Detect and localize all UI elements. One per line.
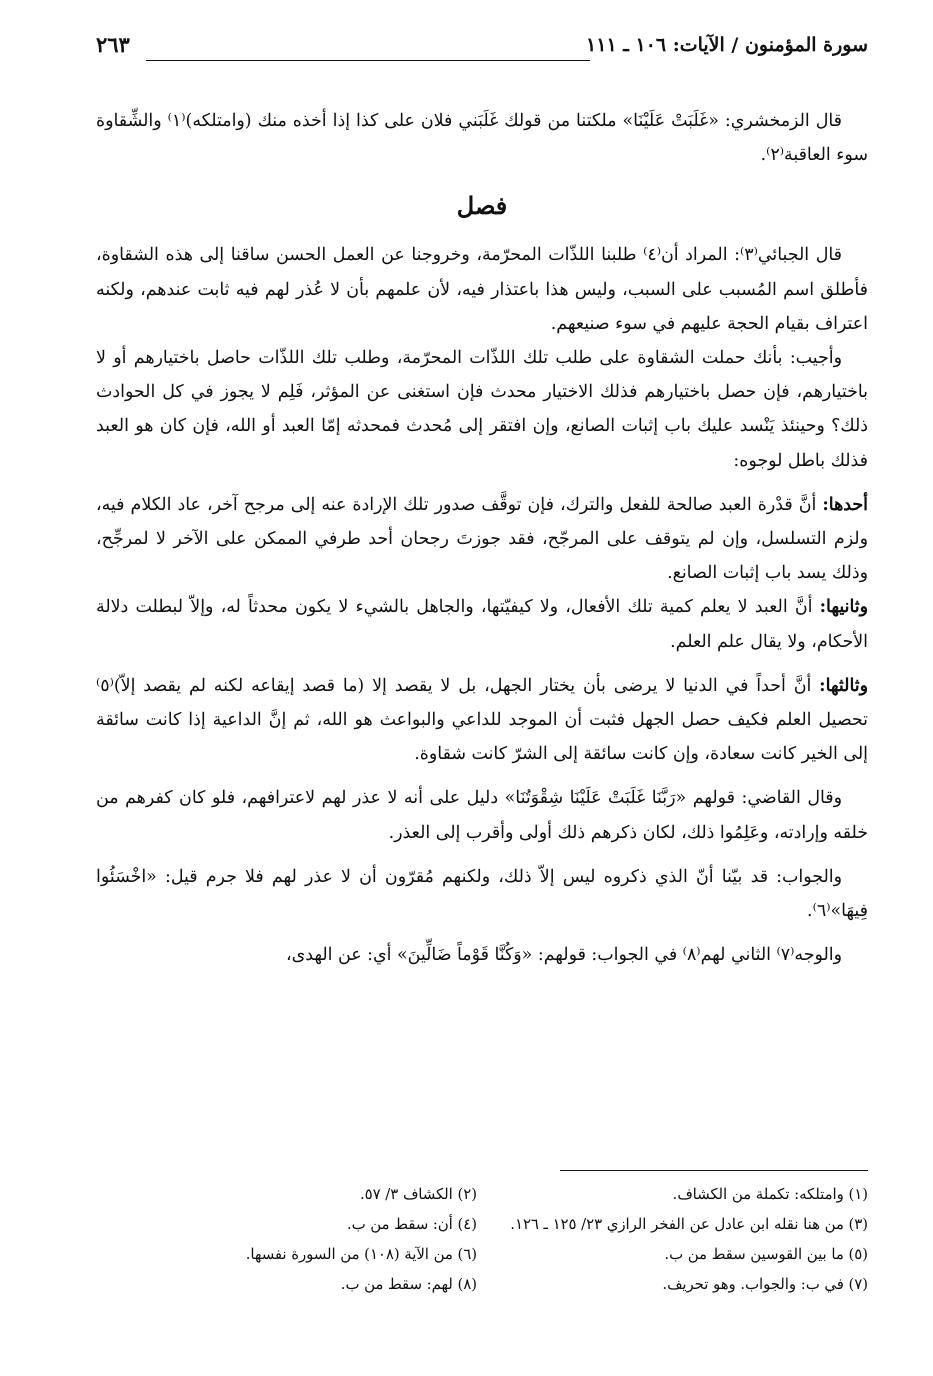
footnote-1: (١) وامتلكه: تكملة من الكشاف. <box>672 1186 868 1203</box>
paragraph-second-aspect: والوجه⁽٧⁾ الثاني لهم⁽٨⁾ في الجواب: قولهم: «وَكُنَّا قَوْماً ضَالِّينَ» أي: عن الهدى، <box>285 945 842 966</box>
paragraph-answer: وأجيب: بأنك حملت الشقاوة على طلب تلك اللذّات المحرّمة، وطلب تلك اللذّات حاصل باختيارهم أو لا باختيارهم، فإن حصل باختيارهم فذلك الاختيار محدث فإن استغنى عن المؤثر، فَلِم لا يجوز في كل الحوادث ذلك؟ وحينئذ يَنْسد عليك باب إثبات الصانع، وإن افتقر إلى مُحدث فمحدثه إمّا العبد أو الله، فإن كان هو العبد فذلك باطل لوجوه: <box>96 348 868 471</box>
third-reason-text: أنَّ أحداً في الدنيا لا يرضى بأن يختار الجهل، بل لا يقصد إلا (ما قصد إيقاعه لكنه لم يقصد إلاّ)⁽٥⁾ تحصيل العلم فكيف حصل الجهل فثبت أن الموجد للداعي والبواعث هو الله، ثم إنَّ الداعية إذا كانت سائقة إلى الخير كانت سعادة، وإن كانت سائقة إلى الشرّ كانت شقاوة. <box>96 675 868 765</box>
paragraph-qadi: وقال القاضي: قولهم «رَبَّنَا غَلَبَتْ عَلَيْنَا شِقْوَتُنَا» دليل على أنه لا عذر لهم لاعترافهم، فلو كان كفرهم من خلقه وإرادته، وعَلِمُوا ذلك، لكان ذكرهم ذلك أولى وأقرب إلى العذر. <box>96 788 868 843</box>
footnote-6: (٦) من الآية (١٠٨) من السورة نفسها. <box>245 1246 477 1263</box>
second-reason-text: أنَّ العبد لا يعلم كمية تلك الأفعال، ولا كيفيّتها، والجاهل بالشيء لا يكون محدثاً له، وإلاّ لبطلت دلالة الأحكام، ولا يقال علم العلم. <box>96 597 868 652</box>
footnote-2: (٢) الكشاف ٣/ ٥٧. <box>359 1186 477 1203</box>
header-rule <box>146 60 590 61</box>
footnote-rule <box>560 1170 868 1171</box>
second-reason-label: وثانيها: <box>819 597 868 618</box>
paragraph-second-reason <box>96 590 868 658</box>
first-reason-text: أنَّ قدْرة العبد صالحة للفعل والترك، فإن توقَّف صدور تلك الإرادة عنه إلى مرجح آخر، عاد الكلام فيه، ولزم التسلسل، وإن لم يتوقف على المرجّح، فقد جوزتَ رجحان أحد طرفي الممكن على الآخر لا لمرجِّح، وذلك يسد باب إثبات الصانع. <box>96 494 868 584</box>
footnote-row <box>96 1240 868 1270</box>
third-reason-label: وثالثها: <box>819 675 868 696</box>
footnotes <box>96 1180 868 1300</box>
header-title: سورة المؤمنون / الآيات: ١٠٦ ـ ١١١ <box>586 34 868 56</box>
first-reason-label: أحدها: <box>822 494 868 515</box>
footnote-row <box>96 1270 868 1300</box>
paragraph-zamakhshari: قال الزمخشري: «غَلَبَتْ عَلَيْنَا» ملكتنا من قولك غَلَبَني فلان على كذا إذا أخذه منك (وامتلكه)⁽١⁾ والشِّقاوة سوء العاقبة⁽٢⁾. <box>96 111 868 166</box>
paragraph-jubbai: قال الجبائي⁽٣⁾: المراد أن⁽٤⁾ طلبنا اللذّات المحرّمة، وخروجنا عن العمل الحسن ساقنا إلى هذه الشقاوة، فأطلق اسم المُسبب على السبب، وليس هذا باعتذار فيه، لأن علمهم بأن لا عُذر لهم فيه ثابت عندهم، ولكنه اعتراف بقيام الحجة عليهم في سوء صنيعهم. <box>96 245 868 334</box>
page-number: ٢٦٣ <box>96 32 130 57</box>
footnote-4: (٤) أن: سقط من ب. <box>346 1216 477 1233</box>
paragraph-third-reason <box>96 669 868 772</box>
running-header <box>96 30 868 70</box>
footnote-row <box>96 1210 868 1240</box>
footnote-8: (٨) لهم: سقط من ب. <box>340 1276 477 1293</box>
footnote-3: (٣) من هنا نقله ابن عادل عن الفخر الرازي ٢٣/ ١٢٥ ـ ١٢٦. <box>510 1216 868 1233</box>
section-heading: فصل <box>456 191 508 221</box>
footnote-5: (٥) ما بين القوسين سقط من ب. <box>664 1246 868 1263</box>
footnote-row <box>96 1180 868 1210</box>
paragraph-first-reason <box>96 488 868 591</box>
paragraph-reply: والجواب: قد بيّنا أنّ الذي ذكروه ليس إلاّ ذلك، ولكنهم مُقرّون أن لا عذر لهم فلا جرم قيل: «اخْسَئُوا فِيهَا»⁽٦⁾. <box>96 866 868 922</box>
footnote-7: (٧) في ب: والجواب. وهو تحريف. <box>662 1276 868 1293</box>
main-text <box>96 104 868 972</box>
